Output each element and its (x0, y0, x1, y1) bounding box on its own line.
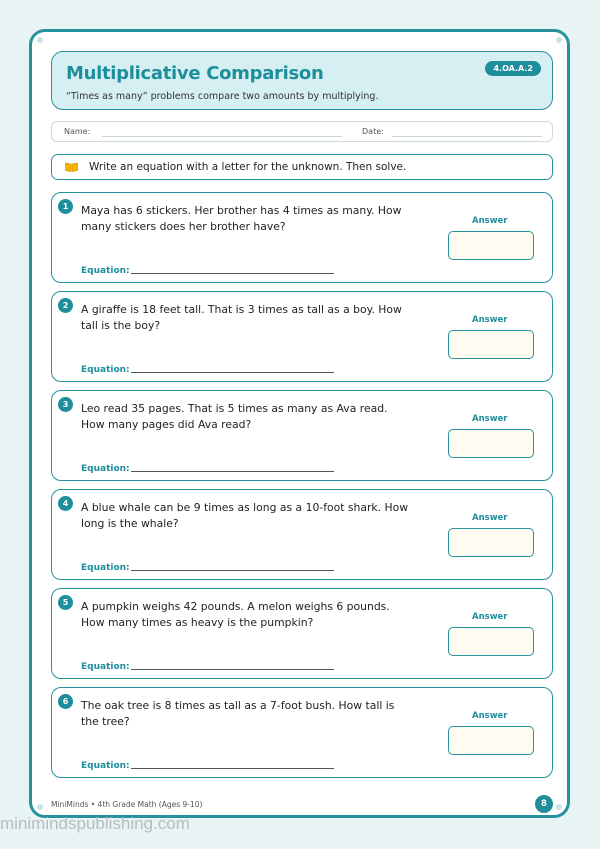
equation-field[interactable] (131, 471, 334, 472)
corner-dot (37, 37, 43, 43)
worksheet-page (29, 29, 570, 818)
answer-label: Answer (472, 315, 508, 325)
date-field[interactable] (392, 136, 542, 137)
page-title: Multiplicative Comparison (66, 63, 324, 84)
question-card (51, 390, 553, 481)
answer-box[interactable] (448, 429, 534, 458)
name-label: Name: (64, 127, 91, 136)
corner-dot (556, 804, 562, 810)
answer-label: Answer (472, 216, 508, 226)
answer-box[interactable] (448, 726, 534, 755)
equation-field[interactable] (131, 669, 334, 670)
equation-label: Equation: (81, 464, 130, 474)
question-number: 6 (58, 694, 73, 709)
equation-label: Equation: (81, 662, 130, 672)
date-label: Date: (362, 127, 384, 136)
equation-label: Equation: (81, 365, 130, 375)
watermark: minimindspublishing.com (0, 814, 190, 833)
equation-label: Equation: (81, 761, 130, 771)
question-text: A blue whale can be 9 times as long as a 10-foot shark. How long is the whale? (81, 501, 409, 530)
answer-box[interactable] (448, 528, 534, 557)
question-card (51, 588, 553, 679)
equation-field[interactable] (131, 372, 334, 373)
answer-label: Answer (472, 513, 508, 523)
equation-field[interactable] (131, 768, 334, 769)
equation-label: Equation: (81, 266, 130, 276)
answer-label: Answer (472, 414, 508, 424)
standard-badge: 4.OA.A.2 (485, 61, 541, 76)
answer-label: Answer (472, 711, 508, 721)
book-icon (65, 162, 78, 172)
page-subtitle: “Times as many” problems compare two amounts by multiplying. (66, 91, 379, 102)
question-text: Maya has 6 stickers. Her brother has 4 times as many. How many stickers does her brother have? (81, 204, 402, 233)
question-number: 1 (58, 199, 73, 214)
equation-label: Equation: (81, 563, 130, 573)
answer-box[interactable] (448, 627, 534, 656)
corner-dot (556, 37, 562, 43)
footer-text: MiniMinds • 4th Grade Math (Ages 9-10) (51, 800, 203, 809)
question-number: 5 (58, 595, 73, 610)
equation-field[interactable] (131, 570, 334, 571)
worksheet-header (51, 51, 553, 110)
answer-label: Answer (472, 612, 508, 622)
question-text: Leo read 35 pages. That is 5 times as many as Ava read. How many pages did Ava read? (81, 402, 388, 431)
question-text: The oak tree is 8 times as tall as a 7-foot bush. How tall is the tree? (81, 699, 395, 728)
question-number: 4 (58, 496, 73, 511)
page-number-badge: 8 (535, 795, 553, 813)
question-number: 2 (58, 298, 73, 313)
equation-field[interactable] (131, 273, 334, 274)
question-card (51, 489, 553, 580)
answer-box[interactable] (448, 231, 534, 260)
question-card (51, 687, 553, 778)
corner-dot (37, 804, 43, 810)
instruction-bar (51, 154, 553, 180)
answer-box[interactable] (448, 330, 534, 359)
instruction-text: Write an equation with a letter for the unknown. Then solve. (89, 161, 407, 173)
student-info-row (51, 121, 553, 142)
name-field[interactable] (102, 136, 342, 137)
question-card (51, 192, 553, 283)
question-card (51, 291, 553, 382)
question-text: A giraffe is 18 feet tall. That is 3 times as tall as a boy. How tall is the boy? (81, 303, 402, 332)
question-number: 3 (58, 397, 73, 412)
question-text: A pumpkin weighs 42 pounds. A melon weighs 6 pounds. How many times as heavy is the pumpkin? (81, 600, 390, 629)
